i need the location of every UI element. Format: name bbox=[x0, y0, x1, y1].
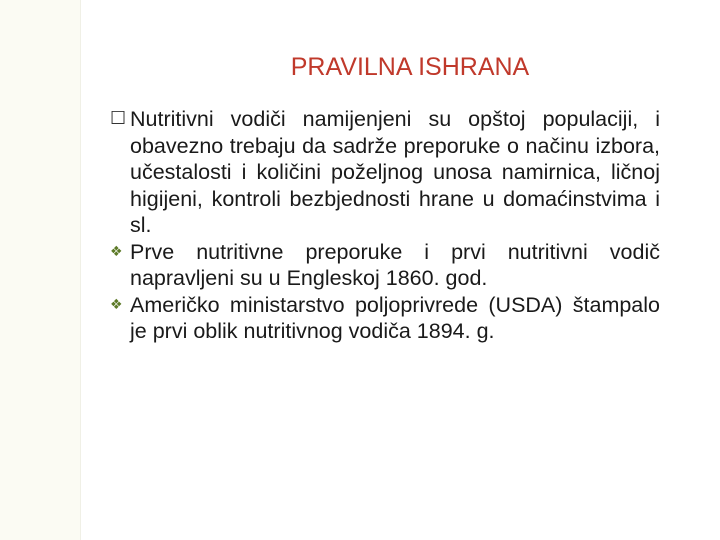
bullet-item-guides bbox=[110, 106, 660, 239]
bullet-list bbox=[110, 106, 660, 345]
slide-title: PRAVILNA ISHRANA bbox=[290, 53, 530, 81]
diamond-bullet-icon: ❖ bbox=[110, 243, 123, 260]
bullet-text: Nutritivni vodiči namijenjeni su opštoj populaciji, i obavezno trebaju da sadrže preporuke o načinu izbora, učestalosti i količini poželjnog unosa namirnica, ličnoj higijeni, kontroli bezbjednosti hrane u domaćinstvima i sl. bbox=[130, 107, 660, 237]
bullet-text: Prve nutritivne preporuke i prvi nutritivni vodič napravljeni su u Engleskoj 1860. god. bbox=[130, 239, 660, 290]
left-decorative-strip bbox=[0, 0, 81, 540]
bullet-text: Američko ministarstvo poljoprivrede (USDA) štampalo je prvi oblik nutritivnog vodiča 1894. g. bbox=[130, 292, 660, 343]
bullet-item-england bbox=[110, 239, 660, 292]
bullet-item-usda bbox=[110, 292, 660, 345]
diamond-bullet-icon: ❖ bbox=[110, 296, 123, 313]
checkbox-icon: ☐ bbox=[110, 108, 127, 129]
